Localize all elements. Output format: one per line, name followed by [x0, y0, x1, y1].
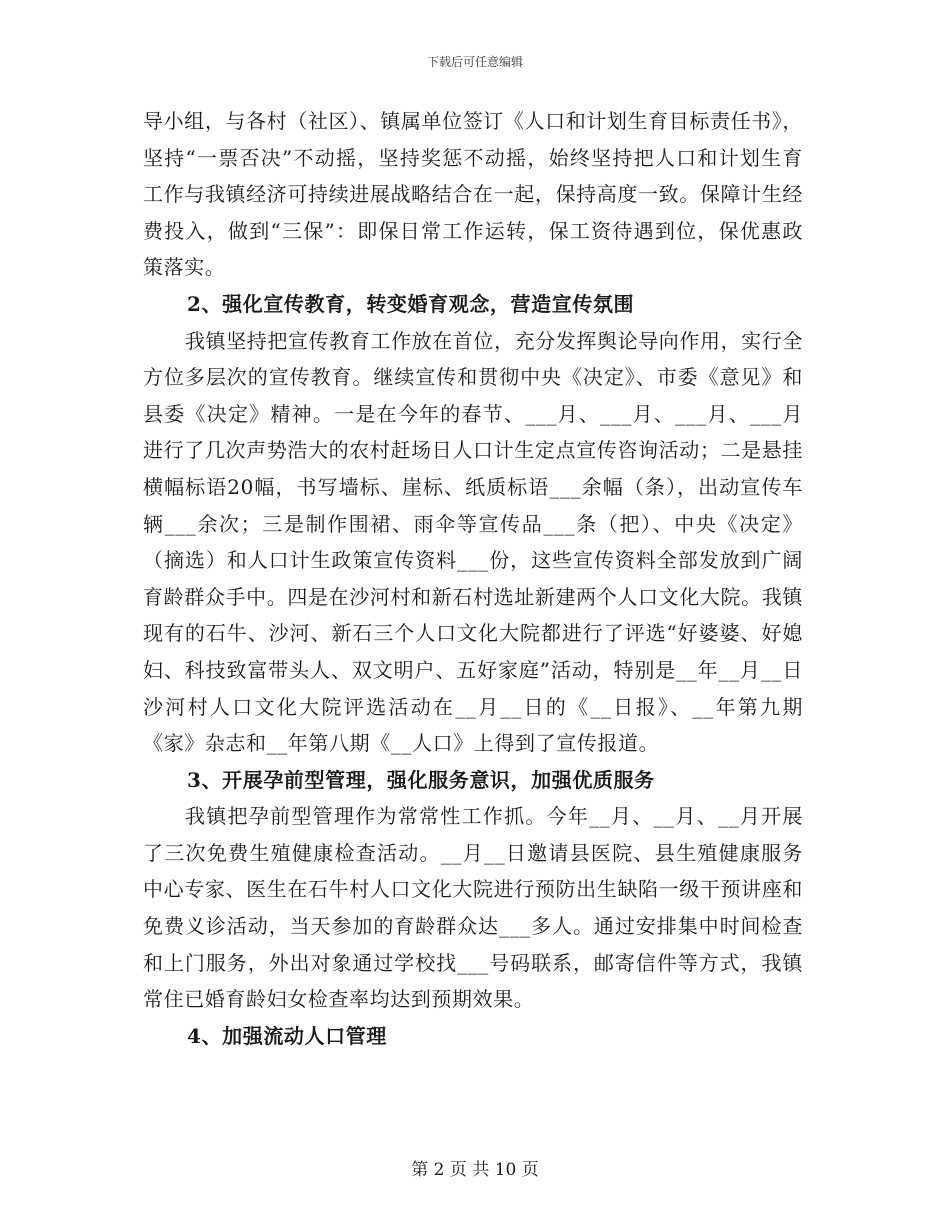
- paragraph-preconception: 我镇把孕前型管理作为常常性工作抓。今年__月、__月、__月开展了三次免费生殖健康检查活动。__月__日邀请县医院、县生殖健康服务中心专家、医生在石牛村人口文化大院进行预防出生缺陷一级干预讲座和免费义诊活动，当天参加的育龄群众达___多人。通过安排集中时间检查和上门服务，外出对象通过学校找___号码联系，邮寄信件等方式，我镇常住已婚育龄妇女检查率均达到预期效果。: [143, 804, 803, 1012]
- page-header-note: 下载后可任意编辑: [426, 55, 523, 69]
- section-heading-4: 4、加强流动人口管理: [187, 1023, 387, 1048]
- paragraph-continued: 导小组，与各村（社区）、镇属单位签订《人口和计划生育目标责任书》，坚持“一票否决”不动摇，坚持奖惩不动摇，始终坚持把人口和计划生育工作与我镇经济可持续进展战略结合在一起，保持高度一致。保障计生经费投入，做到“三保”：即保日常工作运转，保工资待遇到位，保优惠政策落实。: [143, 109, 803, 280]
- section-heading-3: 3、开展孕前型管理，强化服务意识，加强优质服务: [187, 767, 655, 792]
- section-heading-2: 2、强化宣传教育，转变婚育观念，营造宣传氛围: [187, 291, 635, 316]
- paragraph-publicity: 我镇坚持把宣传教育工作放在首位，充分发挥舆论导向作用，实行全方位多层次的宣传教育。继续宣传和贯彻中央《决定》、市委《意见》和县委《决定》精神。一是在今年的春节、___月、___月、___月、___月进行了几次声势浩大的农村赶场日人口计生定点宣传咨询活动；二是悬挂横幅标语20幅，书写墙标、崖标、纸质标语___余幅（条），出动宣传车辆___余次；三是制作围裙、雨伞等宣传品___条（把）、中央《决定》（摘选）和人口计生政策宣传资料___份，这些宣传资料全部发放到广阔育龄群众手中。四是在沙河村和新石村选址新建两个人口文化大院。我镇现有的石牛、沙河、新石三个人口文化大院都进行了评选“好婆婆、好媳妇、科技致富带头人、双文明户、五好家庭”活动，特别是__年__月__日沙河村人口文化大院评选活动在__月__日的《__日报》、__年第九期《家》杂志和__年第八期《__人口》上得到了宣传报道。: [143, 328, 803, 756]
- page-number: 第 2 页 共 10 页: [411, 1160, 539, 1180]
- document-body: [143, 103, 803, 1054]
